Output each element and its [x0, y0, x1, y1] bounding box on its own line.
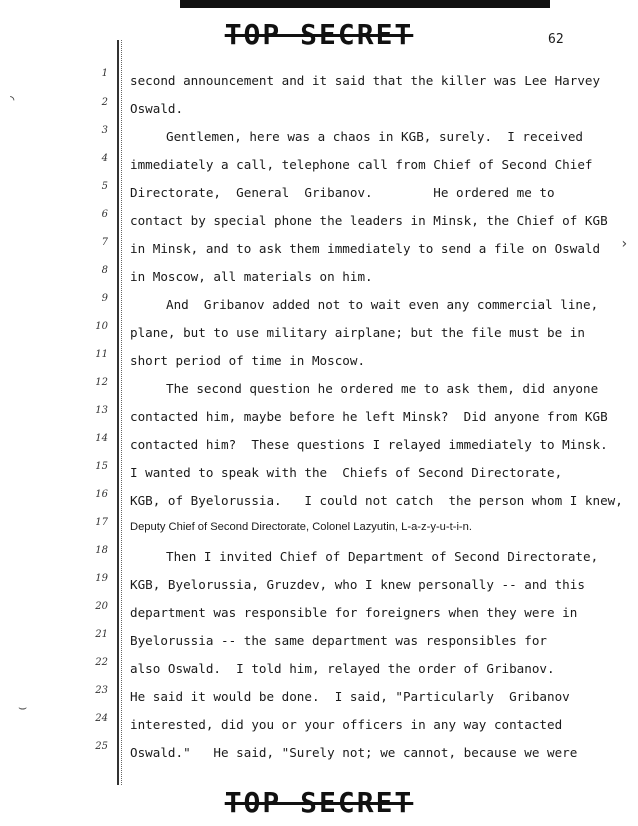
classification-stamp-bottom: TOP SECRET: [224, 786, 414, 819]
transcript-line: plane, but to use military airplane; but the file must be in: [130, 325, 585, 340]
transcript-line: Oswald." He said, "Surely not; we cannot, because we were: [130, 745, 578, 760]
transcript-line: And Gribanov added not to wait even any commercial line,: [166, 297, 599, 312]
transcript-line: contact by special phone the leaders in Minsk, the Chief of KGB: [130, 213, 608, 228]
line-number: 2: [101, 97, 108, 108]
transcript-line: short period of time in Moscow.: [130, 353, 366, 368]
transcript-line: contacted him? These questions I relayed immediately to Minsk.: [130, 437, 608, 452]
line-number: 4: [101, 153, 108, 164]
line-number: 5: [101, 181, 108, 192]
line-number: 1: [101, 68, 108, 79]
margin-mark: ⌣: [18, 700, 28, 716]
line-number: 10: [95, 321, 108, 332]
line-number: 3: [101, 125, 108, 136]
transcript-line: Byelorussia -- the same department was responsibles for: [130, 633, 548, 648]
transcript-line: KGB, of Byelorussia. I could not catch the person whom I knew,: [130, 493, 623, 508]
transcript-line: I wanted to speak with the Chiefs of Second Directorate,: [130, 465, 563, 480]
margin-mark: ›: [620, 236, 629, 252]
transcript-line: Oswald.: [130, 101, 184, 116]
classification-stamp-top: TOP SECRET: [224, 18, 414, 51]
line-number: 24: [95, 713, 108, 724]
transcript-line: KGB, Byelorussia, Gruzdev, who I knew personally -- and this: [130, 577, 585, 592]
line-number: 7: [101, 237, 108, 248]
line-number: 9: [101, 293, 108, 304]
line-number: 21: [95, 629, 108, 640]
transcript-line: also Oswald. I told him, relayed the order of Gribanov.: [130, 661, 555, 676]
transcript-line: in Minsk, and to ask them immediately to send a file on Oswald: [130, 241, 601, 256]
transcript-line: immediately a call, telephone call from Chief of Second Chief: [130, 157, 593, 172]
line-number: 25: [95, 741, 108, 752]
transcript-line: Deputy Chief of Second Directorate, Colonel Lazyutin, L-a-z-y-u-t-i-n.: [130, 521, 472, 533]
transcript-line: department was responsible for foreigners when they were in: [130, 605, 578, 620]
transcript-line: interested, did you or your officers in any way contacted: [130, 717, 563, 732]
line-number: 14: [95, 433, 108, 444]
redaction-bar: [180, 0, 550, 8]
line-number: 22: [95, 657, 108, 668]
page-number: 62: [548, 32, 564, 47]
line-number: 11: [95, 349, 108, 360]
transcript-line: The second question he ordered me to ask them, did anyone: [166, 381, 599, 396]
transcript-line: contacted him, maybe before he left Minsk? Did anyone from KGB: [130, 409, 608, 424]
transcript-line: in Moscow, all materials on him.: [130, 269, 373, 284]
transcript-line: second announcement and it said that the killer was Lee Harvey: [130, 73, 601, 88]
line-number: 19: [95, 573, 108, 584]
line-number: 17: [95, 517, 108, 528]
line-number: 8: [101, 265, 108, 276]
transcript-line: Then I invited Chief of Department of Second Directorate,: [166, 549, 599, 564]
margin-mark: ◝: [8, 92, 17, 108]
transcript-line: Gentlemen, here was a chaos in KGB, surely. I received: [166, 129, 584, 144]
line-number: 16: [95, 489, 108, 500]
margin-rule: [117, 40, 119, 785]
line-number: 23: [95, 685, 108, 696]
margin-rule-dotted: [121, 40, 122, 785]
line-number: 6: [101, 209, 108, 220]
transcript-line: Directorate, General Gribanov. He ordered me to: [130, 185, 555, 200]
line-number: 13: [95, 405, 108, 416]
line-number: 12: [95, 377, 108, 388]
transcript-line: He said it would be done. I said, "Particularly Gribanov: [130, 689, 570, 704]
line-number: 18: [95, 545, 108, 556]
line-number: 15: [95, 461, 108, 472]
line-number: 20: [95, 601, 108, 612]
